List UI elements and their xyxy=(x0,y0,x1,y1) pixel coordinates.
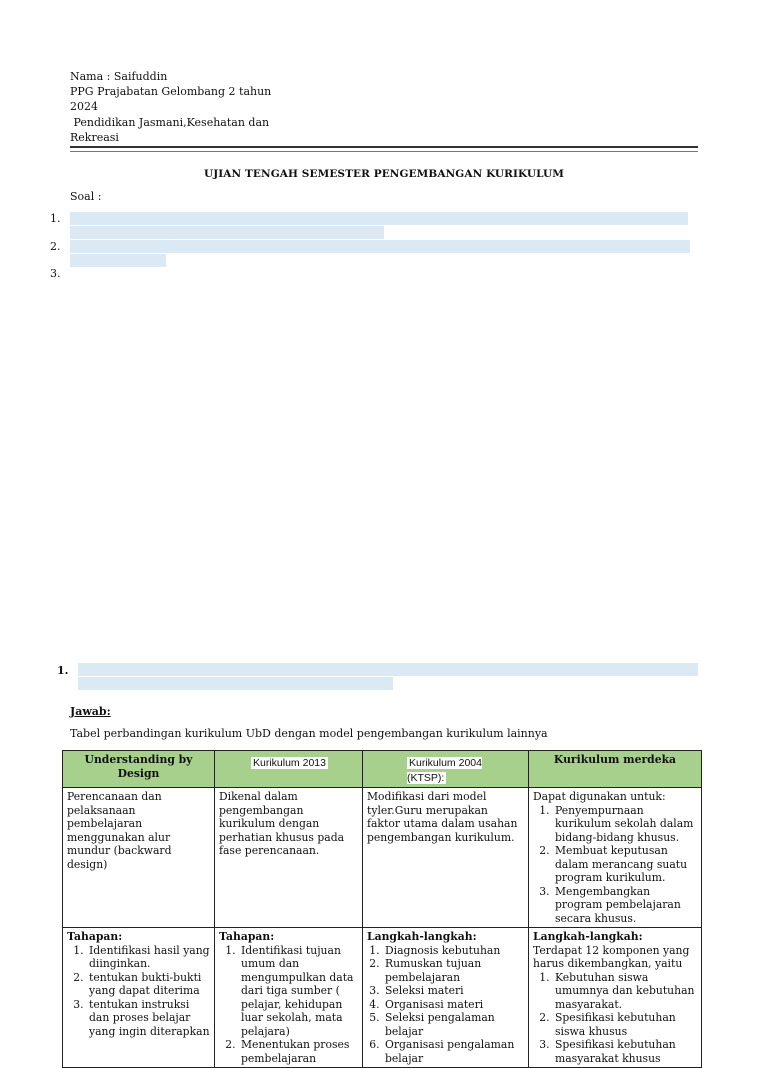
list-item: 1. Identifikasi tujuan umum dan mengumpulkan data dari tiga sumber ( pelajar, kehidupan luar sekolah, mata pelajara) xyxy=(239,944,358,1039)
list-item: 3. Spesifikasi kebutuhan masyarakat khusus xyxy=(553,1038,697,1065)
table-cell xyxy=(529,788,702,928)
table-cell xyxy=(363,928,529,1068)
answer-number: 1. xyxy=(57,664,69,677)
question-number-2: 2. xyxy=(50,240,61,253)
cell-title: Tahapan: xyxy=(219,930,275,943)
cell-list xyxy=(219,944,358,1066)
cell-title: Langkah-langkah: xyxy=(367,930,477,943)
student-name: Nama : Saifuddin xyxy=(70,70,168,83)
list-item: 1. Kebutuhan siswa umumnya dan kebutuhan masyarakat. xyxy=(553,971,697,1012)
header-merdeka: Kurikulum merdeka xyxy=(529,751,702,788)
cell-intro: Dapat digunakan untuk: xyxy=(533,790,666,803)
header-divider-thick xyxy=(70,146,698,148)
cell-title: Tahapan: xyxy=(67,930,123,943)
table-cell xyxy=(63,928,215,1068)
list-item: 3. tentukan instruksi dan proses belajar yang ingin diterapkan xyxy=(87,998,210,1039)
cell-list xyxy=(367,944,524,1066)
page-title: UJIAN TENGAH SEMESTER PENGEMBANGAN KURIKULUM xyxy=(203,168,565,180)
header-ubd: Understanding by Design xyxy=(63,751,215,788)
redacted-question-1-line-2 xyxy=(70,226,384,239)
table-cell: Modifikasi dari model tyler.Guru merupakan faktor utama dalam usahan pengembangan kurikulum. xyxy=(363,788,529,928)
question-number-1: 1. xyxy=(50,212,61,225)
list-item: 2. Rumuskan tujuan pembelajaran xyxy=(383,957,524,984)
list-item: 2. Menentukan proses pembelajaran xyxy=(239,1038,358,1065)
jawab-label: Jawab: xyxy=(70,705,111,718)
list-item: 4. Organisasi materi xyxy=(383,998,524,1012)
table-header-row xyxy=(63,751,702,788)
header-divider-thin xyxy=(70,151,698,152)
table-row xyxy=(63,788,702,928)
redacted-answer-question-line-2 xyxy=(78,677,393,690)
redacted-question-1-line-1 xyxy=(70,212,688,225)
list-item: 1. Penyempurnaan kurikulum sekolah dalam bidang-bidang khusus. xyxy=(553,804,697,845)
table-cell: Dikenal dalam pengembangan kurikulum dengan perhatian khusus pada fase perencanaan. xyxy=(215,788,363,928)
list-item: 2. Spesifikasi kebutuhan siswa khusus xyxy=(553,1011,697,1038)
cell-list xyxy=(533,971,697,1066)
comparison-table xyxy=(62,750,702,1068)
list-item: 3. Seleksi materi xyxy=(383,984,524,998)
list-item: 1. Diagnosis kebutuhan xyxy=(383,944,524,958)
list-item: 3. Mengembangkan program pembelajaran secara khusus. xyxy=(553,885,697,926)
question-number-3: 3. xyxy=(50,267,61,280)
table-row xyxy=(63,928,702,1068)
redacted-question-2-line-1 xyxy=(70,240,690,253)
program-line-1: PPG Prajabatan Gelombang 2 tahun xyxy=(70,85,272,98)
list-item: 6. Organisasi pengalaman belajar xyxy=(383,1038,524,1065)
redacted-answer-question-line-1 xyxy=(78,663,698,676)
list-item: 2. tentukan bukti-bukti yang dapat diterima xyxy=(87,971,210,998)
list-item: 5. Seleksi pengalaman belajar xyxy=(383,1011,524,1038)
list-item: 1. Identifikasi hasil yang diinginkan. xyxy=(87,944,210,971)
program-line-2: 2024 xyxy=(70,100,98,113)
cell-intro: Terdapat 12 komponen yang harus dikembangkan, yaitu xyxy=(533,943,690,970)
table-caption: Tabel perbandingan kurikulum UbD dengan model pengembangan kurikulum lainnya xyxy=(70,727,548,740)
table-cell: Perencanaan dan pelaksanaan pembelajaran menggunakan alur mundur (backward design) xyxy=(63,788,215,928)
major-line-1: Pendidikan Jasmani,Kesehatan dan xyxy=(70,116,270,129)
cell-title: Langkah-langkah: xyxy=(533,930,643,943)
redacted-question-2-line-2 xyxy=(70,254,166,267)
cell-list xyxy=(533,804,697,926)
header-ktsp: Kurikulum 2004 (KTSP): xyxy=(363,751,529,788)
table-cell xyxy=(529,928,702,1068)
list-item: 2. Membuat keputusan dalam merancang suatu program kurikulum. xyxy=(553,844,697,885)
soal-label: Soal : xyxy=(70,190,102,203)
major-line-2: Rekreasi xyxy=(70,131,119,144)
table-cell xyxy=(215,928,363,1068)
header-k13: Kurikulum 2013 xyxy=(215,751,363,788)
